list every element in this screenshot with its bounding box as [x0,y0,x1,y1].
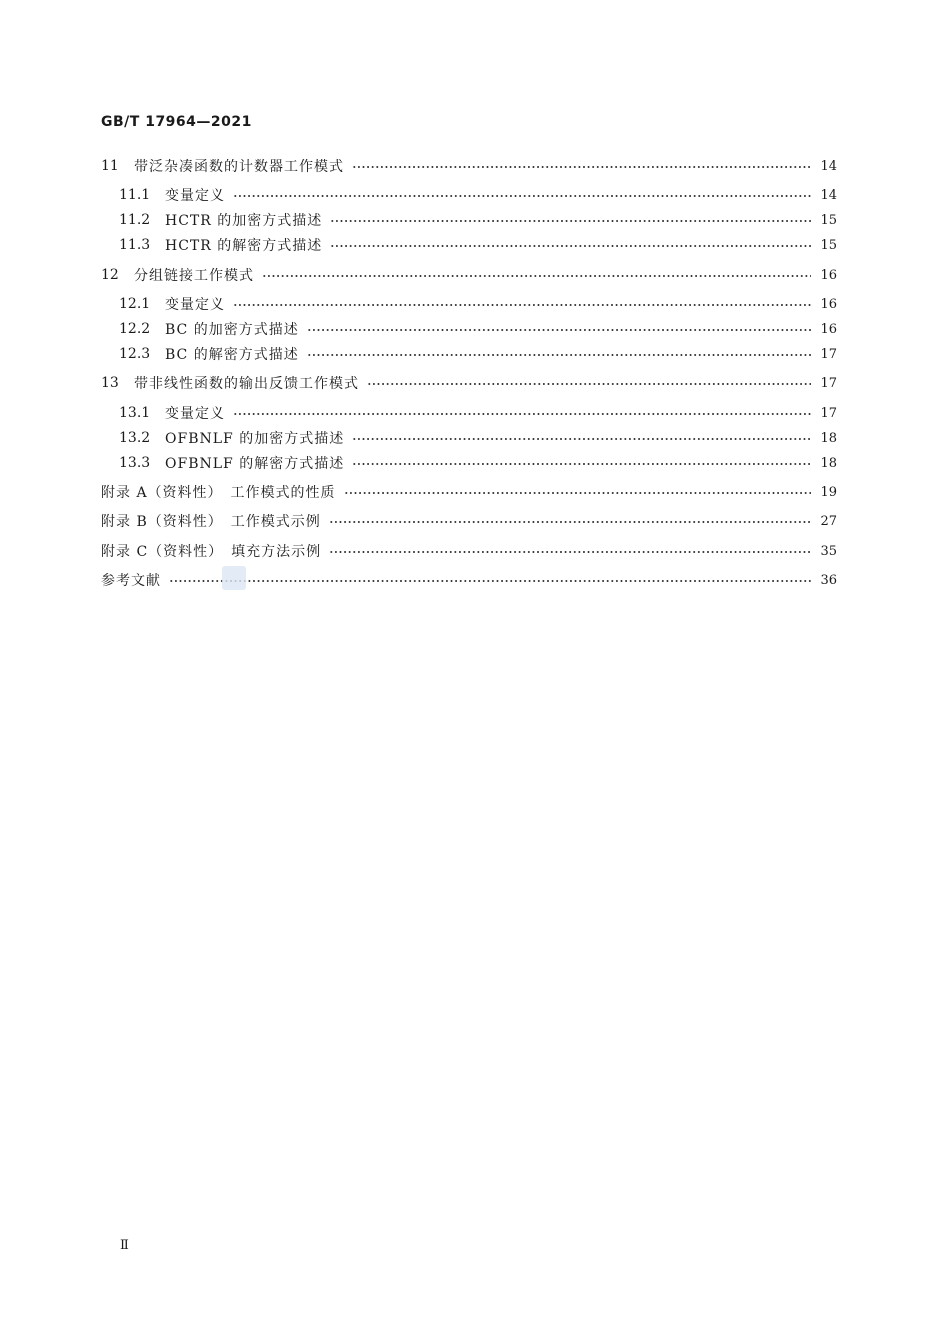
toc-entry-title: HCTR 的解密方式描述 [165,238,323,254]
toc-entry-number: 13.2 [119,430,151,446]
toc-entry-number: 12.2 [119,321,151,337]
toc-entry-page: 35 [820,543,837,559]
toc-entry[interactable] [101,293,837,315]
toc-entry-title: 分组链接工作模式 [134,268,254,284]
toc-entry-number: 11 [101,158,119,174]
watermark-logo-icon [222,566,246,590]
toc-entry-page: 16 [820,296,837,312]
toc-entry-title: 参考文献 [101,573,161,589]
toc-entry-number: 13.1 [119,405,151,421]
toc-dot-leader [307,329,811,331]
toc-entry[interactable] [101,402,837,424]
toc-entry[interactable] [101,427,837,449]
toc-entry-page: 17 [820,405,837,421]
toc-entry-page: 14 [820,158,837,174]
toc-dot-leader [352,438,811,440]
toc-entry-title: OFBNLF 的解密方式描述 [165,456,345,472]
standard-code: GB/T 17964—2021 [101,114,252,130]
toc-entry[interactable] [101,569,837,591]
toc-dot-leader [233,304,811,306]
toc-entry-page: 19 [820,484,837,500]
toc-entry-title: 附录 B（资料性） 工作模式示例 [101,514,321,530]
toc-entry-title: OFBNLF 的加密方式描述 [165,431,345,447]
toc-entry-title: HCTR 的加密方式描述 [165,213,323,229]
toc-entry[interactable] [101,155,837,177]
toc-entry-page: 36 [820,572,837,588]
toc-entry[interactable] [101,540,837,562]
toc-entry-title: 附录 C（资料性） 填充方法示例 [101,544,322,560]
toc-entry-page: 18 [820,430,837,446]
toc-entry-title: BC 的加密方式描述 [165,322,299,338]
toc-entry-title: 变量定义 [165,406,225,422]
toc-entry-number: 12.1 [119,296,151,312]
toc-dot-leader [233,413,811,415]
toc-entry[interactable] [101,318,837,340]
toc-entry-page: 15 [820,212,837,228]
toc-entry[interactable] [101,234,837,256]
toc-entry[interactable] [101,209,837,231]
toc-entry-number: 13.3 [119,455,151,471]
toc-entry[interactable] [101,184,837,206]
toc-entry-page: 17 [820,375,837,391]
toc-entry-title: 变量定义 [165,297,225,313]
toc-entry-title: 附录 A（资料性） 工作模式的性质 [101,485,336,501]
toc-entry-title: 变量定义 [165,188,225,204]
toc-entry-title: 带泛杂凑函数的计数器工作模式 [134,159,344,175]
toc-entry-number: 11.3 [119,237,151,253]
toc-entry-page: 27 [820,513,837,529]
toc-entry-page: 14 [820,187,837,203]
toc-dot-leader [307,354,811,356]
toc-entry-page: 18 [820,455,837,471]
toc-entry-number: 12 [101,267,119,283]
toc-entry-number: 11.2 [119,212,151,228]
toc-dot-leader [262,275,811,277]
toc-dot-leader [169,580,811,582]
toc-dot-leader [352,166,811,168]
toc-entry[interactable] [101,372,837,394]
toc-entry-number: 12.3 [119,346,151,362]
toc-dot-leader [233,195,811,197]
toc-entry[interactable] [101,264,837,286]
toc-dot-leader [344,492,811,494]
toc-entry[interactable] [101,510,837,532]
toc-entry-page: 17 [820,346,837,362]
toc-entry-number: 11.1 [119,187,151,203]
toc-entry[interactable] [101,452,837,474]
toc-dot-leader [352,463,811,465]
toc-entry-title: BC 的解密方式描述 [165,347,299,363]
toc-entry-page: 16 [820,267,837,283]
toc-dot-leader [367,383,811,385]
toc-entry[interactable] [101,343,837,365]
toc-entry-title: 带非线性函数的输出反馈工作模式 [134,376,359,392]
toc-entry-number: 13 [101,375,119,391]
toc-entry-page: 15 [820,237,837,253]
toc-dot-leader [329,551,811,553]
toc-entry[interactable] [101,481,837,503]
toc-dot-leader [330,220,811,222]
page-number: Ⅱ [120,1238,129,1253]
toc-dot-leader [329,521,811,523]
toc-dot-leader [330,245,811,247]
toc-entry-page: 16 [820,321,837,337]
